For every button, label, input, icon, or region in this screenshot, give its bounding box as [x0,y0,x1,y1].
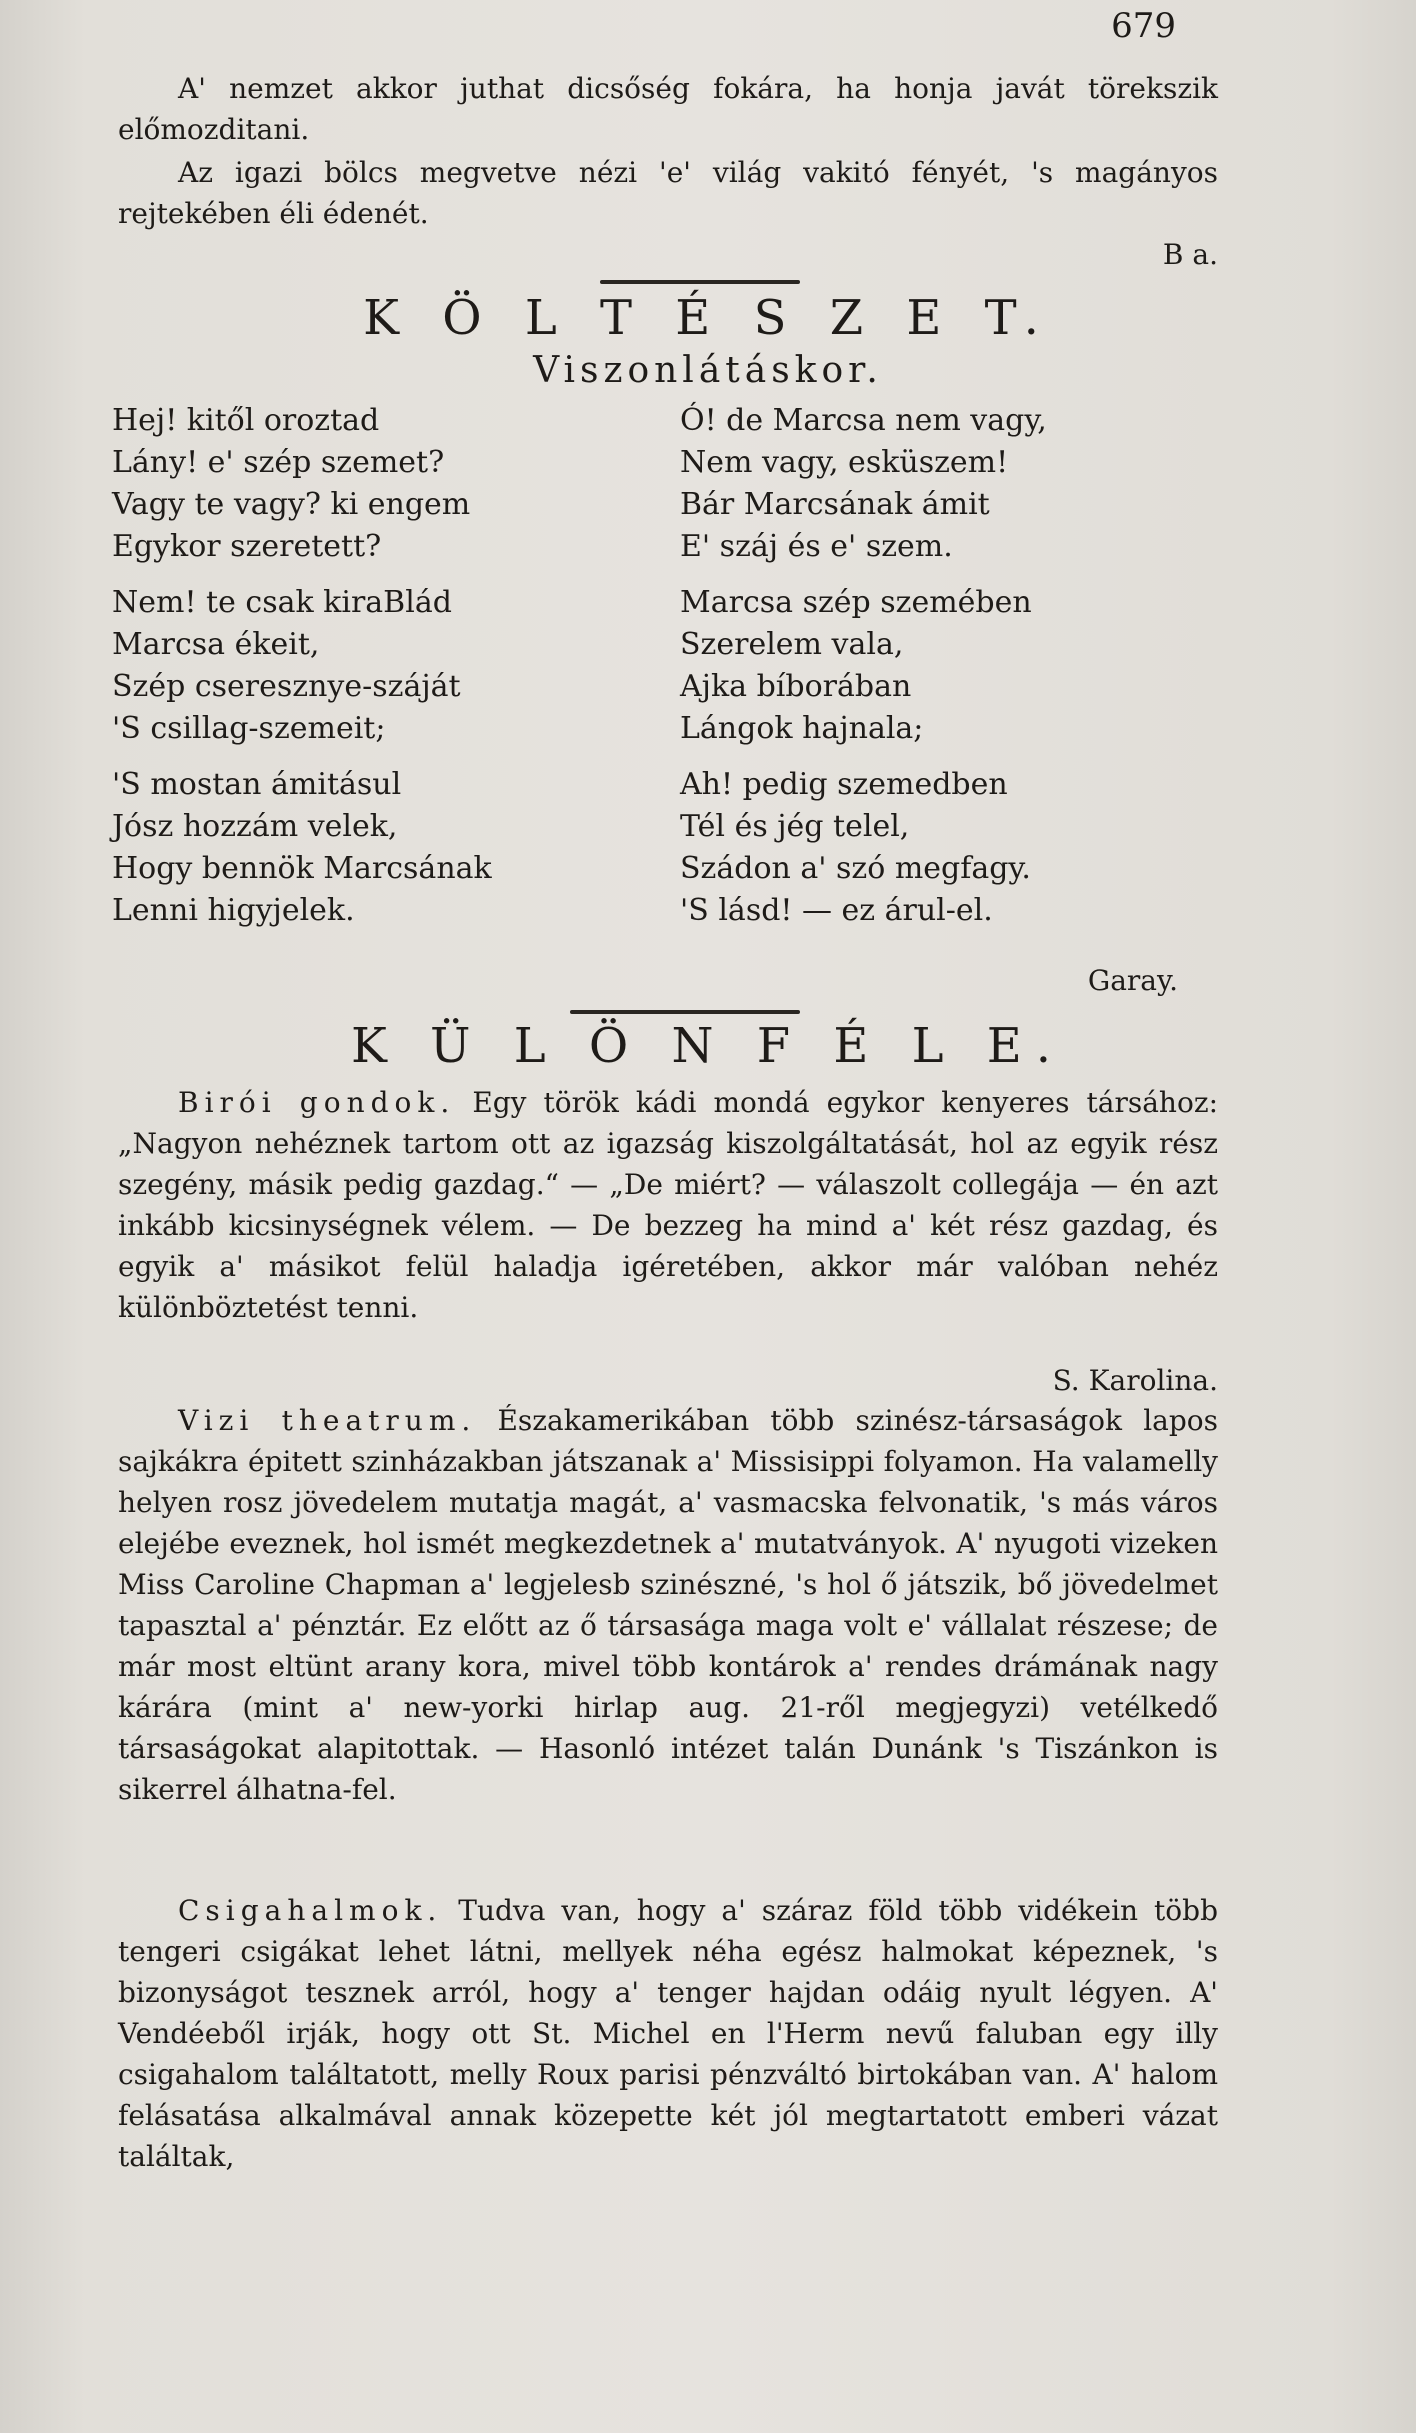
poem-line: Jósz hozzám velek, [112,809,398,844]
intro-paragraph-2: Az igazi bölcs megvetve nézi 'e' világ vakitó fényét, 's magányos rejtekében éli édenét. [118,156,1218,230]
stanza-gap [680,750,1047,764]
intro-paragraph-1: A' nemzet akkor juthat dicsőség fokára, ha honja javát törekszik előmozditani. [118,72,1218,146]
stanza-gap [680,568,1047,582]
poem-line: 'S mostan ámitásul [112,767,402,802]
poem-author: Garay. [1087,964,1178,997]
poem-line: Ah! pedig szemedben [680,767,1008,802]
article-text: Egy török kádi mondá egykor kenyeres társához: „Nagyon nehéznek tartom ott az igazság kiszolgáltatását, hol az egyik rész szegény, másik pedig gazdag.“ — „De miért? — válaszolt collegája — én azt inkább kicsinységnek vélem. — De bezzeg ha mind a' két rész gazdag, és egyik a' másikot felül haladja igéretében, akkor már valóban nehéz különböztetést tenni. [118,1086,1218,1324]
poem-line: Szádon a' szó megfagy. [680,851,1031,886]
poem-line: Ajka bíborában [680,669,912,704]
article-title: Csigahalmok. [178,1894,443,1927]
article-text: Tudva van, hogy a' száraz föld több vidékein több tengeri csigákat lehet látni, mellyek néha egész halmokat képeznek, 's bizonyságot tesznek arról, hogy a' tenger hajdan odáig nyult légyen. A' Vendéeből irják, hogy ott St. Michel en l'Herm nevű faluban egy illy csigahalom találtatott, melly Roux parisi pénzváltó birtokában van. A' halom felásatása alkalmával annak közepette két jól megtartatott emberi vázat találtak, [118,1894,1218,2173]
intro-author: B a. [1162,238,1218,271]
poem-line: Tél és jég telel, [680,809,910,844]
divider-rule [570,1010,800,1014]
stanza-gap [112,750,492,764]
poem-left-column [112,400,492,932]
poem-line: Nem vagy, esküszem! [680,445,1009,480]
poem-line: Egykor szeretett? [112,529,382,564]
poem-line: Ó! de Marcsa nem vagy, [680,403,1047,438]
poem-line: Vagy te vagy? ki engem [112,487,471,522]
poem-line: Hogy bennök Marcsának [112,851,492,886]
page-number: 679 [1111,6,1176,46]
poem-line: Marcsa szép szemében [680,585,1032,620]
article-title: Vizi theatrum. [178,1404,477,1437]
poem-line: Szerelem vala, [680,627,904,662]
poem-line: Nem! te csak kiraBlád [112,585,452,620]
article-author: S. Karolina. [1052,1364,1218,1397]
poem-right-column [680,400,1047,932]
poem-line: Bár Marcsának ámit [680,487,990,522]
poem-line: Hej! kitől oroztad [112,403,380,438]
article-csigahalmok [118,1890,1218,2177]
poem-line: Lángok hajnala; [680,711,924,746]
article-vizi-theatrum [118,1400,1218,1810]
poem-line: 'S csillag-szemeit; [112,711,386,746]
article-text: Északamerikában több szinész-társaságok lapos sajkákra épitett szinházakban játszanak a' Missisippi folyamon. Ha valamelly helyen rosz jövedelem mutatja magát, a' vasmacska felvonatik, 's más város elejébe eveznek, hol ismét megkezdetnek a' mutatványok. A' nyugoti vizeken Miss Caroline Chapman a' legjelesb szinészné, 's hol ő játszik, bő jövedelmet tapasztal a' pénztár. Ez előtt az ő társasága maga volt e' vállalat részese; de már most eltünt arany kora, mivel több kontárok a' rendes drámának nagy kárára (mint a' new-yorki hirlap aug. 21-ről megjegyzi) vetélkedő társaságokat alapitottak. — Hasonló intézet talán Dunánk 's Tiszánkon is sikerrel álhatna-fel. [118,1404,1219,1806]
poetry-heading: K Ö L T É S Z E T. [363,290,1053,346]
poem-line: 'S lásd! — ez árul-el. [680,893,993,928]
poem-line: E' száj és e' szem. [680,529,953,564]
poem-title: Viszonlátáskor. [533,350,883,391]
article-title: Birói gondok. [178,1086,456,1119]
poem-line: Lenni higyjelek. [112,893,355,928]
misc-heading: K Ü L Ö N F É L E. [350,1018,1066,1074]
stanza-gap [112,568,492,582]
poem-line: Lány! e' szép szemet? [112,445,445,480]
poem-line: Marcsa ékeit, [112,627,320,662]
article-birói-gondok [118,1082,1218,1328]
poem-line: Szép cseresznye-száját [112,669,461,704]
divider-rule [600,280,800,284]
